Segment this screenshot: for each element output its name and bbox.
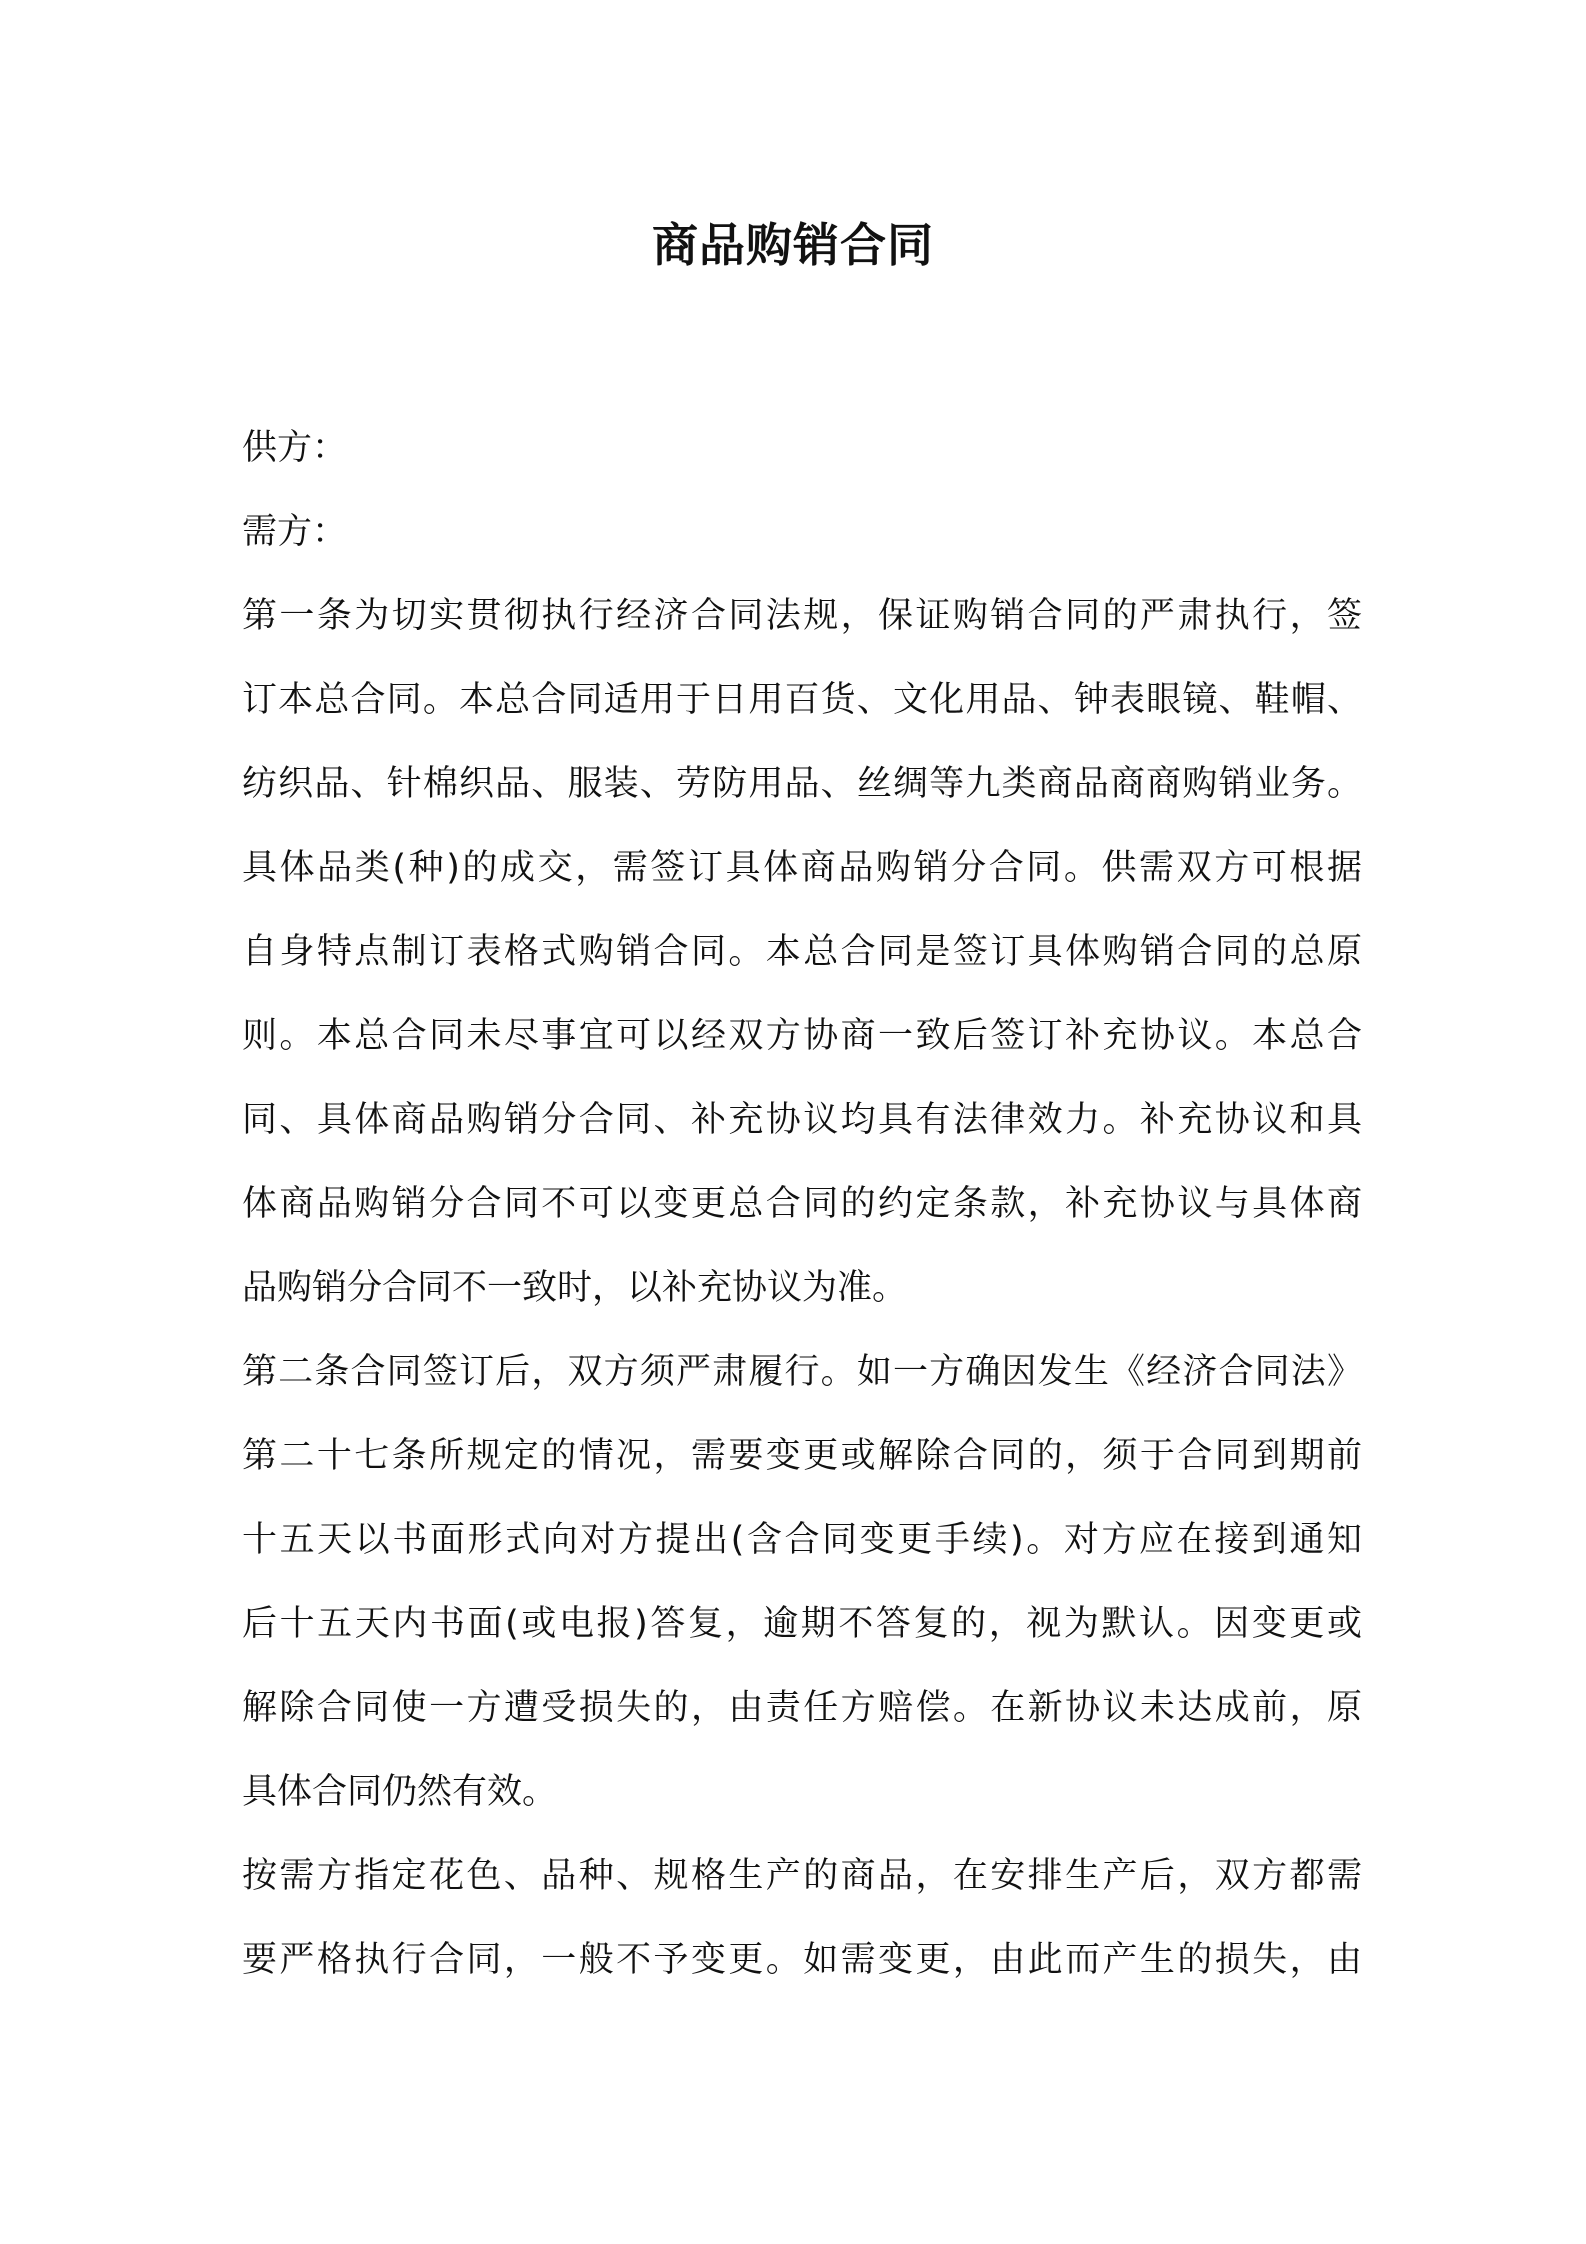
article-1-line: 订本总合同。本总合同适用于日用百货、文化用品、钟表眼镜、鞋帽、	[242, 680, 1362, 720]
document-title: 商品购销合同	[652, 218, 934, 272]
paragraph-3-line: 要严格执行合同，一般不予变更。如需变更，由此而产生的损失，由	[242, 1940, 1362, 1980]
article-1-line: 同、具体商品购销分合同、补充协议均具有法律效力。补充协议和具	[242, 1100, 1362, 1140]
buyer-label: 需方：	[242, 512, 348, 552]
article-2-line: 具体合同仍然有效。	[242, 1772, 558, 1812]
article-2-line: 后十五天内书面(或电报)答复，逾期不答复的，视为默认。因变更或	[242, 1604, 1362, 1644]
document-body	[242, 406, 1362, 2002]
article-2-line: 十五天以书面形式向对方提出(含合同变更手续)。对方应在接到通知	[242, 1520, 1362, 1560]
article-1-line: 具体品类(种)的成交，需签订具体商品购销分合同。供需双方可根据	[242, 848, 1362, 888]
article-1-line: 品购销分合同不一致时，以补充协议为准。	[242, 1268, 908, 1308]
paragraph-3-line: 按需方指定花色、品种、规格生产的商品，在安排生产后，双方都需	[242, 1856, 1362, 1896]
article-2-line: 第二十七条所规定的情况，需要变更或解除合同的，须于合同到期前	[242, 1436, 1362, 1476]
article-1-line: 第一条为切实贯彻执行经济合同法规，保证购销合同的严肃执行，签	[242, 596, 1362, 636]
article-1-line: 则。本总合同未尽事宜可以经双方协商一致后签订补充协议。本总合	[242, 1016, 1362, 1056]
article-1-line: 体商品购销分合同不可以变更总合同的约定条款，补充协议与具体商	[242, 1184, 1362, 1224]
article-1-line: 自身特点制订表格式购销合同。本总合同是签订具体购销合同的总原	[242, 932, 1362, 972]
supplier-label: 供方：	[242, 428, 348, 468]
article-1-line: 纺织品、针棉织品、服装、劳防用品、丝绸等九类商品商商购销业务。	[242, 764, 1362, 804]
article-2-line: 解除合同使一方遭受损失的，由责任方赔偿。在新协议未达成前，原	[242, 1688, 1362, 1728]
article-2-line: 第二条合同签订后，双方须严肃履行。如一方确因发生《经济合同法》	[242, 1352, 1362, 1392]
